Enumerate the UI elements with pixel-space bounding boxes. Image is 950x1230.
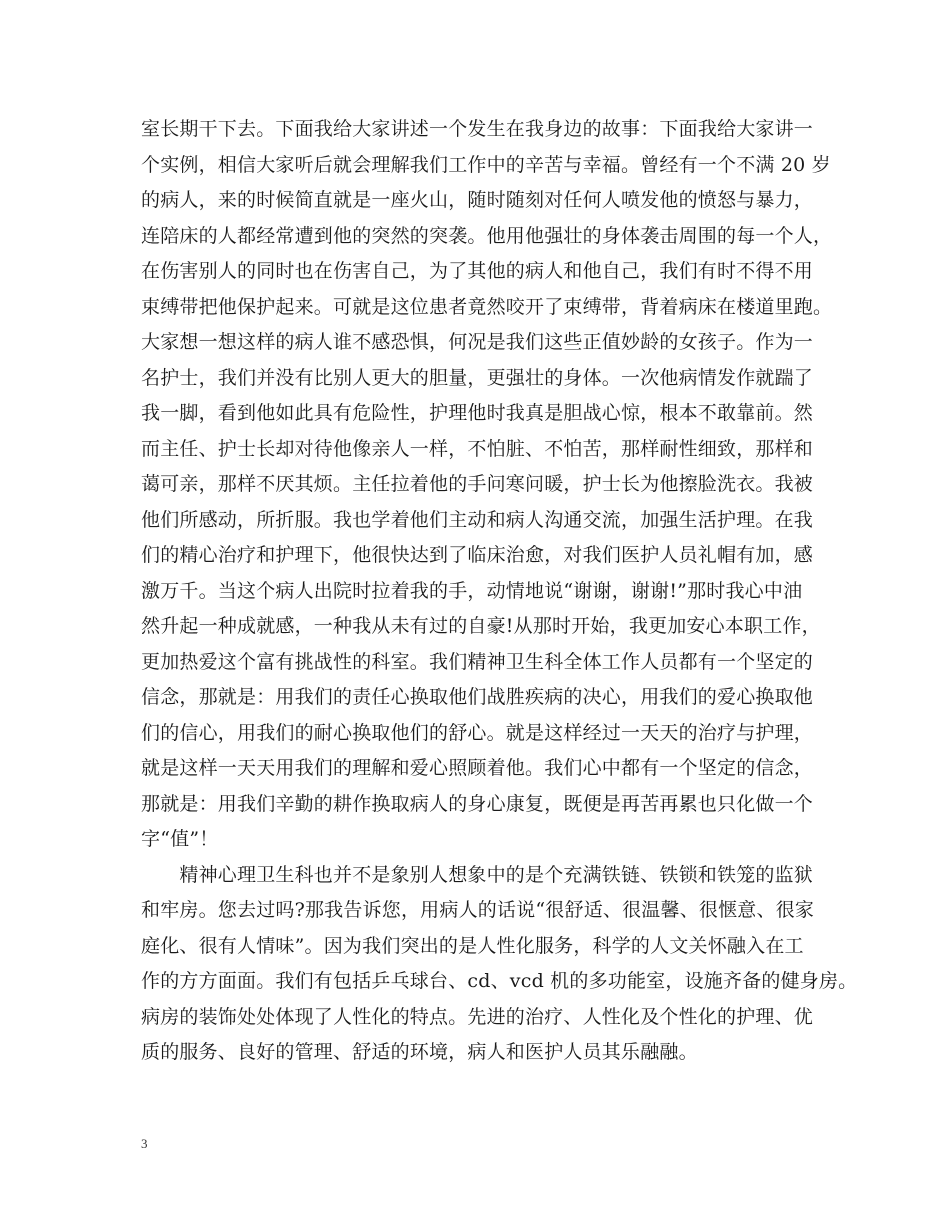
text-line: 作的方方面面。我们有包括乒乓球台、cd、vcd 机的多功能室，设施齐备的健身房。 <box>141 970 858 992</box>
body-text <box>141 112 858 1071</box>
text-line: 然升起一种成就感，一种我从未有过的自豪!从那时开始，我更加安心本职工作， <box>141 615 821 637</box>
text-line: 蔼可亲，那样不厌其烦。主任拉着他的手问寒问暖，护士长为他擦脸洗衣。我被 <box>141 473 814 495</box>
text-line: 质的服务、良好的管理、舒适的环境，病人和医护人员其乐融融。 <box>141 1041 698 1063</box>
text-line: 更加热爱这个富有挑战性的科室。我们精神卫生科全体工作人员都有一个坚定的 <box>141 650 814 673</box>
text-line: 连陪床的人都经常遭到他的突然的突袭。他用他强壮的身体袭击周围的每一个人， <box>141 224 833 247</box>
text-line: 们的精心治疗和护理下，他很快达到了临床治愈，对我们医护人员礼帽有加，感 <box>141 544 814 566</box>
text-line: 就是这样一天天用我们的理解和爱心照顾着他。我们心中都有一个坚定的信念， <box>141 757 814 779</box>
text-line: 庭化、很有人情味”。因为我们突出的是人性化服务，科学的人文关怀融入在工 <box>141 934 804 957</box>
text-line: 而主任、护士长却对待他像亲人一样，不怕脏、不怕苦，那样耐性细致，那样和 <box>141 437 814 460</box>
text-line: 我一脚，看到他如此具有危险性，护理他时我真是胆战心惊，根本不敢靠前。然 <box>141 402 814 424</box>
text-line: 的病人，来的时候简直就是一座火山，随时随刻对任何人喷发他的愤怒与暴力， <box>141 189 814 211</box>
text-line: 个实例，相信大家听后就会理解我们工作中的辛苦与幸福。曾经有一个不满 20 岁 <box>141 153 831 176</box>
text-line: 们的信心，用我们的耐心换取他们的舒心。就是这样经过一天天的治疗与护理， <box>141 721 814 744</box>
text-line: 他们所感动，所折服。我也学着他们主动和病人沟通交流，加强生活护理。在我 <box>141 508 814 531</box>
text-line: 在伤害别人的同时也在伤害自己，为了其他的病人和他自己，我们有时不得不用 <box>141 260 814 282</box>
text-line: 病房的装饰处处体现了人性化的特点。先进的治疗、人性化及个性化的护理、优 <box>141 1005 814 1028</box>
text-line: 名护士，我们并没有比别人更大的胆量，更强壮的身体。一次他病情发作就踹了 <box>141 366 814 389</box>
text-line: 和牢房。您去过吗?那我告诉您，用病人的话说“很舒适、很温馨、很惬意、很家 <box>141 899 815 921</box>
text-line: 字“值”！ <box>141 828 219 850</box>
page-number: 3 <box>141 1136 148 1151</box>
text-line: 激万千。当这个病人出院时拉着我的手，动情地说“谢谢，谢谢!”那时我心中油 <box>141 579 803 602</box>
text-line: 室长期干下去。下面我给大家讲述一个发生在我身边的故事：下面我给大家讲一 <box>141 118 814 140</box>
text-line: 精神心理卫生科也并不是象别人想象中的是个充满铁链、铁锁和铁笼的监狱 <box>141 863 814 886</box>
text-line: 大家想一想这样的病人谁不感恐惧，何况是我们这些正值妙龄的女孩子。作为一 <box>141 331 814 353</box>
text-line: 那就是：用我们辛勤的耕作换取病人的身心康复，既便是再苦再累也只化做一个 <box>141 792 814 815</box>
text-line: 信念，那就是：用我们的责任心换取他们战胜疾病的决心，用我们的爱心换取他 <box>141 686 814 708</box>
text-line: 束缚带把他保护起来。可就是这位患者竟然咬开了束缚带，背着病床在楼道里跑。 <box>141 295 833 318</box>
